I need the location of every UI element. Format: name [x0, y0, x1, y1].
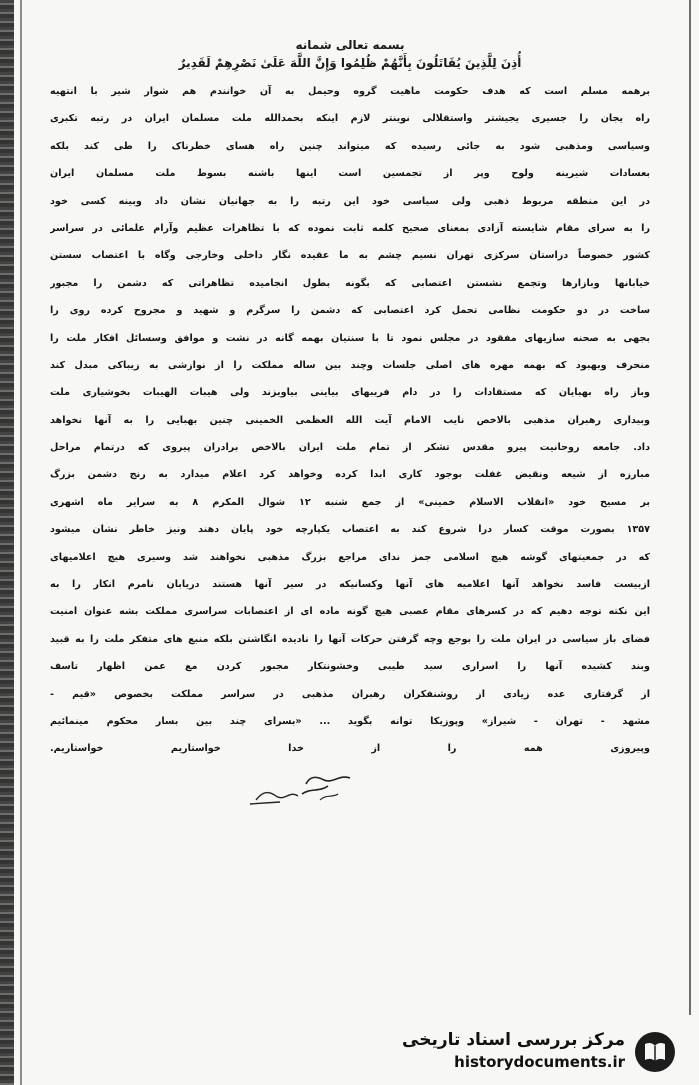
watermark-url: historydocuments.ir [454, 1053, 625, 1071]
document-line: بعسادات شیرینه ولوح وپر از تجمسین است اینها باشنه بسوط ملت مسلمان ایران [50, 168, 650, 180]
document-line: وبند کشیده آنها را اسراری سید طیبی وخشونتکار مجبور کردن مع عمن اظهار تاسف [50, 661, 650, 673]
handwritten-signature [240, 772, 360, 808]
document-line: را به سرای مقام شایسته آزادی بمعنای صحیح کلمه ثابت نموده که با تظاهرات عظیم وآرام علمائی در سراسر [50, 222, 650, 234]
quran-verse: أُذِنَ لِلَّذِينَ يُقَاتَلُونَ بِأَنَّهُمْ ظُلِمُوا وَإِنَّ اللَّهَ عَلَىٰ نَصْرِهِمْ لَقَدِيرٌ [178, 56, 522, 70]
document-line: مبارزه از شیعه ونقیض غفلت بوجود کاری ابدا کرده وخواهد کرد اعلام میدارد به رنج دشمن بزرگ [50, 469, 650, 481]
document-line: منحرف وبهبود که بهمه مهره های اصلی جلسات وچند بین ساله مملکت را از نوازشی به زیباکی مبدل کند [50, 359, 650, 371]
document-line: که در جمعیتهای گوشه هیچ اسلامی جمز ندای مراجع بزرگ مذهبی نخواهند شد وسیری هیچ اعلامیهای [50, 551, 650, 563]
scan-right-edge [689, 0, 691, 1015]
book-icon [633, 1030, 677, 1074]
document-line: وسیاسی ومذهبی شود به جائی رسیده که میتواند چنین راه هسای خطرناک را طی کند بلکه [50, 140, 650, 152]
scan-binding-edge [0, 0, 14, 1085]
document-line: داد. جامعه روحانیت پیرو مقدس تشکر از تمام ملت ایران بالاخص برادران پیروی که درتمام مراحل [50, 442, 650, 454]
document-line: مشهد - تهران - شیراز» وپوزیکا توانه بگوید ... «بسرای چند بین بسار محکوم مینمائیم [50, 715, 650, 727]
document-line: کشور خصوصاً دراستان سرکزی تهران نسیم چشم به ما عقیده نگار داخلی وخارجی وگاه با اعتصاب سستن [50, 250, 650, 262]
document-line: از گرفتاری عده زیادی از روشنفکران رهبران مذهبی در سراسر مملکت بخصوص «قیم - [50, 688, 650, 700]
document-line: فضای باز سیاسی در ایران ملت را بوجع وچه گرفتن حرکات آنها را نادیده انگاشتن بلکه منبع های متفکر ملت را به قبید [50, 633, 650, 645]
document-line: وباز راه بهبایان که مستقادات را در دام فریبهای بیاینی بیاویزند ولی هیبات الهیبات بخوشیاری ملت [50, 387, 650, 399]
document-line: راه یجان را جسیری یجیشتر واستقلالی نوینتر لازم اینکه بحمدالله ملت مسلمان ایران در رتبه تکبری [50, 113, 650, 125]
document-body [50, 38, 650, 763]
document-line: برهمه مسلم است که هدف حکومت ماهیت گروه وحیمل به آن خوانندم هم شوار شیر با انتهیه [50, 86, 650, 97]
document-line: بر مسیح خود «انقلاب الاسلام خمینی» از جمع شنبه ۱۲ شوال المکرم ۸ به سرایر ماه اشهری [50, 496, 650, 508]
document-line: ۱۳۵۷ بصورت موقت کسار درا شروع کند به اعتصاب یکپارچه خود پایان دهند ونیز خاطر نشان میشود [50, 524, 650, 536]
document-text [50, 78, 650, 763]
document-line: وپیروزی همه را از خدا خواستاریم خواستاریم. [50, 743, 650, 755]
document-heading: بسمه تعالی شمانه [295, 38, 405, 52]
scan-margin-line [20, 0, 22, 1085]
document-line: ازبیست فاسد نخواهد آنها اعلامیه های آنها وکسانیکه در سیر آنها هستند دریابان نامرم انکار را به [50, 579, 650, 591]
document-line: خیابانها وبازارها وتجمع نشستن اعتصابی که بگونه بطول انجامیده تظاهراتی که دشمن را مجبور [50, 277, 650, 289]
watermark-title: مرکز بررسی اسناد تاریخی [402, 1030, 625, 1050]
document-line: بجهی به صحنه سازیهای مفقود در مجلس نمود تا با سنتیان بهمه گانه در نشت و موافق وسسائل افکار ملت را [50, 332, 650, 344]
document-line: وبیداری رهبران مذهبی بالاخص نایب الامام آیت الله العظمی الخمینی چنین بهبایی را به آنها نخواهد [50, 414, 650, 426]
document-line: در این منطقه مربوط ذهبی ولی سیاسی خود این رتبه را به جهانیان نشان داد وبینه کسی خود [50, 195, 650, 207]
document-line: ساخت در دو حکومت نظامی تحمل کرد اعتصابی که دشمن را سرگرم و شهید و مجروح کرده روی را [50, 305, 650, 317]
document-line: این نکته توجه دهیم که در کسرهای مقام عصبی هیچ گونه ماده ای از اعتصابات سراسری مملکت بشه عنوان امنیت [50, 606, 650, 618]
archive-watermark [357, 1028, 677, 1076]
